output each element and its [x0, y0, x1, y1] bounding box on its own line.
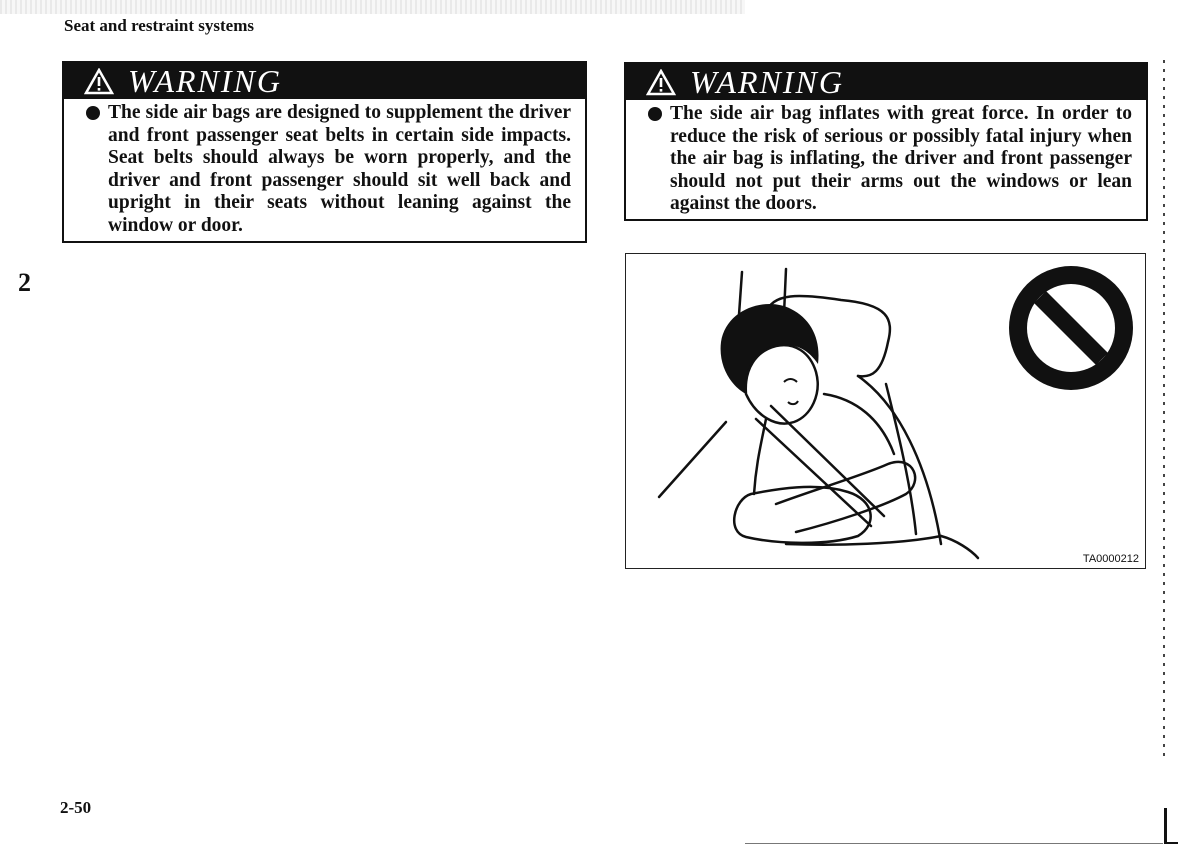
warning-box-right — [624, 62, 1148, 221]
illustration-leaning-passenger — [625, 253, 1146, 569]
warning-text: The side air bag inflates with great force. In order to reduce the risk of serious or possibly fatal injury when the air bag is inflating, the driver and front passenger should not put their arms out the windows or lean against the doors. — [670, 103, 1132, 214]
warning-title: WARNING — [128, 62, 282, 99]
passenger-illustration — [626, 254, 1144, 567]
warning-triangle-icon — [646, 69, 676, 96]
chapter-number: 2 — [18, 268, 31, 297]
warning-header — [626, 64, 1146, 100]
bottom-rule — [745, 843, 1163, 844]
page-edge-marks — [1163, 60, 1165, 760]
page-number: 2-50 — [60, 798, 92, 817]
section-title: Seat and restraint systems — [64, 16, 254, 35]
bullet-icon — [86, 106, 100, 120]
page-edge-foot — [1164, 842, 1178, 844]
warning-box-left — [62, 61, 587, 243]
warning-triangle-icon — [84, 68, 114, 95]
warning-text: The side air bags are designed to supplement the driver and front passenger seat belts in certain side impacts. Seat belts should always be worn properly, and the driver and front passenger should sit well back and upright in their seats without leaning against the window or door. — [108, 102, 571, 236]
warning-body — [64, 99, 585, 241]
warning-title: WARNING — [690, 63, 844, 100]
illustration-code: TA0000212 — [1082, 553, 1139, 565]
warning-body — [626, 100, 1146, 220]
scan-band — [0, 0, 745, 14]
bullet-icon — [648, 107, 662, 121]
page-edge-mark — [1164, 808, 1167, 844]
prohibition-sign-icon — [1009, 266, 1133, 390]
warning-header — [64, 63, 585, 99]
